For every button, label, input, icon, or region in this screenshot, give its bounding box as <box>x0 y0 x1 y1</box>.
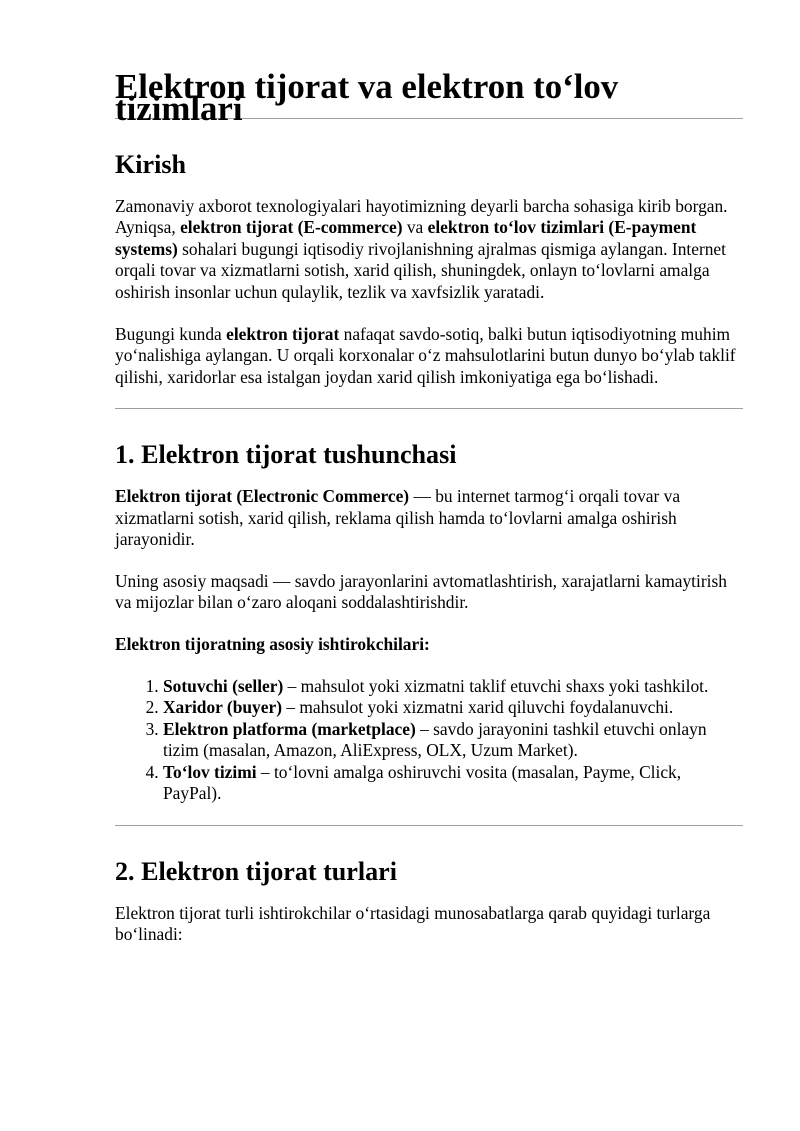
bold-term: elektron tijorat <box>226 323 340 344</box>
text: — bu internet tarmog‘i orqali tovar va xizmatlarni sotish, xarid qilish, reklama qilish hamda to‘lovlarni amalga oshirish jarayonidir. <box>115 485 681 550</box>
intro-paragraph-2 <box>115 324 743 389</box>
list-item-term: Xaridor (buyer) <box>163 697 282 718</box>
list-item-desc: – to‘lovni amalga oshiruvchi vosita (masalan, Payme, Click, PayPal). <box>163 761 682 804</box>
list-item-desc: – mahsulot yoki xizmatni xarid qiluvchi foydalanuvchi. <box>281 697 674 718</box>
heading-section-1: 1. Elektron tijorat tushunchasi <box>115 440 457 470</box>
text: sohalari bugungi iqtisodiy rivojlanishning ajralmas qismiga aylangan. Internet orqali tovar va xizmatlarni sotish, xarid qilish, shuningdek, onlayn to‘lovlarni amalga oshirish insonlar uchun qulaylik, tezlik va xavfsizlik yaratadi. <box>115 238 726 302</box>
list-item-term: Sotuvchi (seller) <box>163 675 284 696</box>
intro-paragraph-1 <box>115 196 743 304</box>
list-item-desc: – savdo jarayonini tashkil etuvchi onlayn tizim (masalan, Amazon, AliExpress, OLX, Uzum Market). <box>163 718 707 761</box>
section1-paragraph-1 <box>115 486 743 551</box>
list-item-desc: – mahsulot yoki xizmatni taklif etuvchi shaxs yoki tashkilot. <box>283 675 709 696</box>
participants-list <box>115 676 743 806</box>
heading-section-2: 2. Elektron tijorat turlari <box>115 857 397 887</box>
text: Bugungi kunda <box>115 323 227 344</box>
list-item <box>163 719 743 762</box>
participants-heading: Elektron tijoratning asosiy ishtirokchilari: <box>115 633 430 654</box>
divider <box>115 825 743 826</box>
list-item-term: Elektron platforma (marketplace) <box>163 718 416 739</box>
document-title: Elektron tijorat va elektron to‘lov tizimlari <box>115 67 619 128</box>
bold-term: elektron to‘lov tizimlari (E-payment systems) <box>115 217 697 259</box>
list-item-term: To‘lov tizimi <box>163 761 257 782</box>
text: va <box>402 217 428 238</box>
divider <box>115 408 743 409</box>
list-item <box>163 697 743 719</box>
text: Zamonaviy axborot texnologiyalari hayotimizning deyarli barcha sohasiga kirib borgan. Ayniqsa, <box>115 195 728 238</box>
bold-term: Elektron tijorat (Electronic Commerce) <box>115 485 410 506</box>
section2-paragraph-1: Elektron tijorat turli ishtirokchilar o‘rtasidagi munosabatlarga qarab quyidagi turlarga bo‘linadi: <box>115 902 711 945</box>
text: nafaqat savdo-sotiq, balki butun iqtisodiyotning muhim yo‘nalishiga aylangan. U orqali korxonalar o‘z mahsulotlarini butun dunyo bo‘ylab taklif qilishi, xaridorlar esa istalgan joydan xarid qilish imkoniyatiga ega bo‘lishadi. <box>115 323 736 387</box>
heading-intro: Kirish <box>115 150 187 179</box>
list-item <box>163 762 743 805</box>
list-item <box>163 676 743 698</box>
section1-paragraph-2: Uning asosiy maqsadi — savdo jarayonlarini avtomatlashtirish, xarajatlarni kamaytirish va mijozlar bilan o‘zaro aloqani soddalashtirishdir. <box>115 570 727 613</box>
document-page <box>115 67 743 946</box>
bold-term: elektron tijorat (E-commerce) <box>180 217 403 238</box>
